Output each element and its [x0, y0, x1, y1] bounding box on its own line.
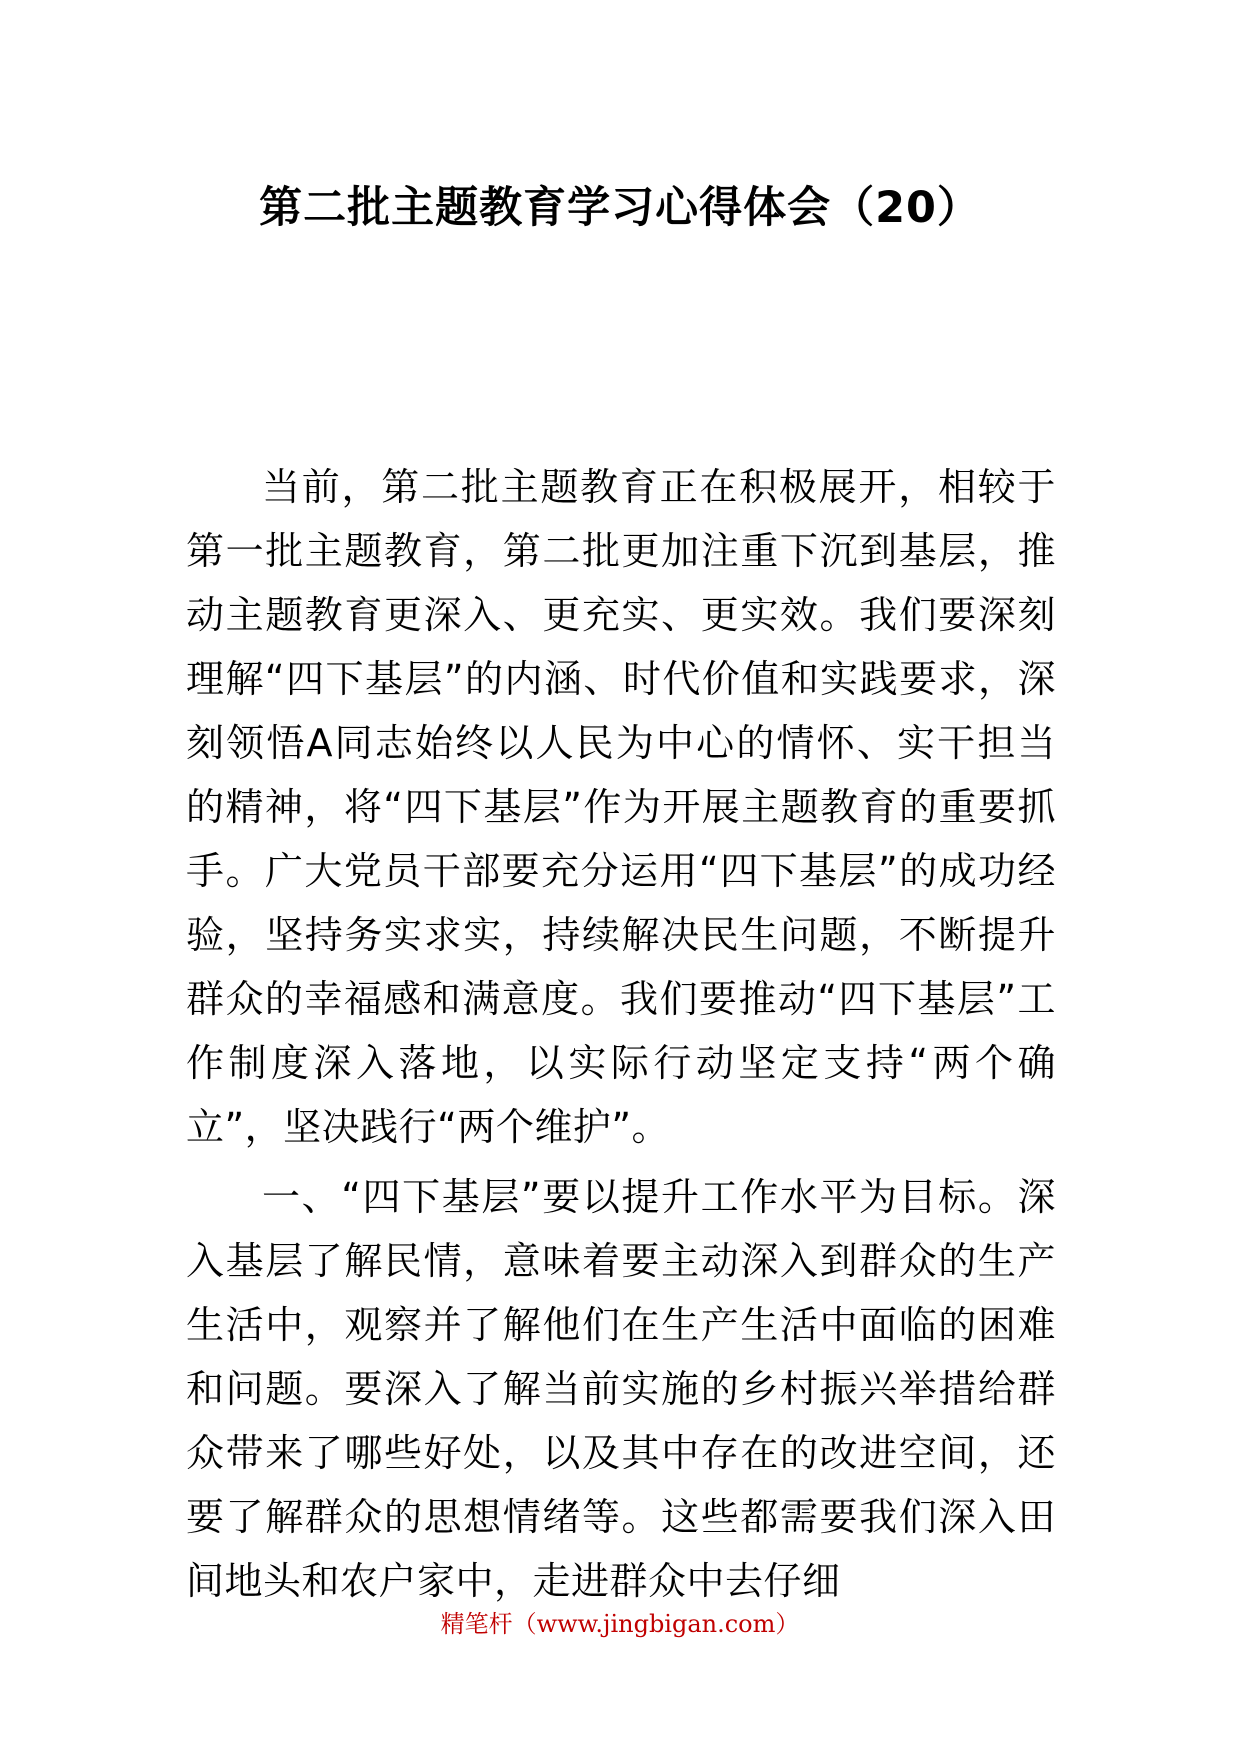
- document-title: 第二批主题教育学习心得体会（20）: [259, 183, 981, 233]
- footer-watermark: 精笔杆（www.jingbigan.com）: [440, 1610, 800, 1638]
- body-paragraph-1: 当前，第二批主题教育正在积极展开，相较于第一批主题教育，第二批更加注重下沉到基层，推动主题教育更深入、更充实、更实效。我们要深刻理解“四下基层”的内涵、时代价值和实践要求，深刻领悟A同志始终以人民为中心的情怀、实干担当的精神，将“四下基层”作为开展主题教育的重要抓手。广大党员干部要充分运用“四下基层”的成功经验，坚持务实求实，持续解决民生问题，不断提升群众的幸福感和满意度。我们要推动“四下基层”工作制度深入落地，以实际行动坚定支持“两个确立”，坚决践行“两个维护”。: [186, 465, 1056, 1149]
- body-paragraph-2: 一、“四下基层”要以提升工作水平为目标。深入基层了解民情，意味着要主动深入到群众的生产生活中，观察并了解他们在生产生活中面临的困难和问题。要深入了解当前实施的乡村振兴举措给群众带来了哪些好处，以及其中存在的改进空间，还要了解群众的思想情绪等。这些都需要我们深入田间地头和农户家中，走进群众中去仔细: [186, 1175, 1056, 1603]
